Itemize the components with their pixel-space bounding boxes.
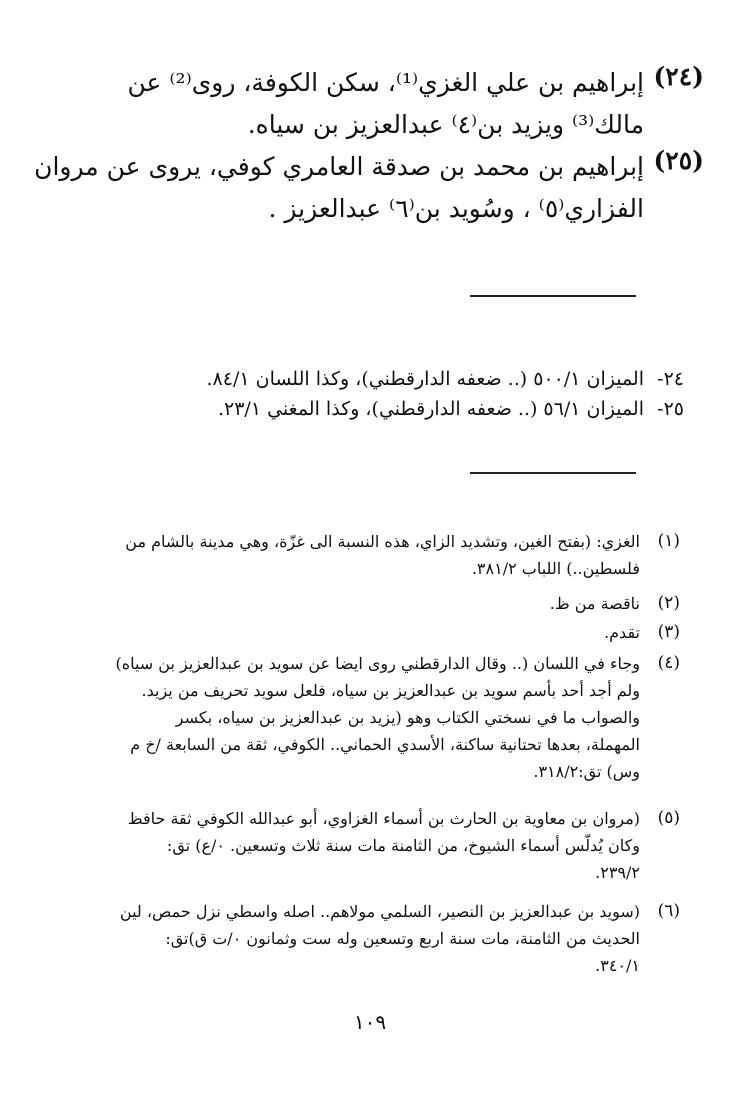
footnote-line: ٣٤٠/١. bbox=[595, 956, 640, 975]
reference-24 bbox=[100, 365, 684, 393]
entry-line: مالك⁽³⁾ ويزيد بن⁽٤⁾ عبدالعزيز بن سياه. bbox=[247, 110, 644, 139]
footnote-line: وجاء في اللسان (.. وقال الدارقطني روى ايضا عن سويد بن عبدالعزيز بن سياه) bbox=[115, 654, 640, 673]
separator-rule bbox=[470, 295, 636, 297]
reference-text: الميزان ٥٠٠/١ (.. ضعفه الدارقطني)، وكذا اللسان ٨٤/١. bbox=[206, 368, 644, 390]
footnote-6 bbox=[80, 898, 680, 979]
entry-line: الفزاري⁽٥⁾ ، وسُويد بن⁽٦⁾ عبدالعزيز . bbox=[268, 194, 644, 223]
reference-number: ٢٤- bbox=[657, 368, 684, 390]
page-number: ١٠٩ bbox=[353, 1010, 387, 1034]
footnote-line: المهملة، بعدها تحتانية ساكنة، الأسدي الحماني.. الكوفي، ثقة من السابعة /خ م bbox=[130, 735, 640, 754]
entry-line: إبراهيم بن علي الغزي⁽¹⁾، سكن الكوفة، روى⁽²⁾ عن bbox=[127, 68, 644, 97]
footnote-line: الغزي: (بفتح الغين، وتشديد الزاي، هذه النسبة الى غزّة، وهي مدينة بالشام من bbox=[125, 532, 640, 551]
footnote-number: (٢) bbox=[657, 593, 680, 613]
footnote-number: (٥) bbox=[657, 808, 680, 828]
footnote-number: (٦) bbox=[657, 901, 680, 921]
footnote-line: الحديث من الثامنة، مات سنة اربع وتسعين وله ست وثمانون ٠/ت ق)تق: bbox=[165, 929, 640, 948]
footnote-number: (١) bbox=[657, 531, 680, 551]
footnote-line: ٢٣٩/٢. bbox=[595, 863, 640, 882]
footnote-line: (مروان بن معاوية بن الحارث بن أسماء الغزاوي، أبو عبدالله الكوفي ثقة حافظ bbox=[127, 809, 640, 828]
reference-number: ٢٥- bbox=[657, 398, 684, 420]
footnote-line: (سويد بن عبدالعزيز بن النصير، السلمي مولاهم.. اصله واسطي نزل حمص، لين bbox=[119, 902, 640, 921]
footnote-line: تقدم. bbox=[604, 623, 640, 642]
footnote-1 bbox=[80, 528, 680, 582]
entry-24 bbox=[70, 62, 704, 146]
footnote-line: فلسطين..) اللباب ٣٨١/٢. bbox=[471, 559, 640, 578]
footnote-line: ولم أجد أحد بأسم سويد بن عبدالعزيز بن سياه، فلعل سويد تحريف من يزيد. bbox=[141, 681, 640, 700]
reference-text: الميزان ٥٦/١ (.. ضعفه الدارقطني)، وكذا المغني ٢٣/١. bbox=[217, 398, 644, 420]
footnote-line: ناقصة من ظ. bbox=[549, 594, 640, 613]
footnote-4 bbox=[80, 650, 680, 785]
entry-25 bbox=[34, 146, 704, 230]
entry-line: إبراهيم بن محمد بن صدقة العامري كوفي، يروى عن مروان bbox=[34, 152, 644, 181]
footnote-5 bbox=[80, 805, 680, 886]
entry-number: (٢٥) bbox=[653, 146, 704, 175]
footnote-number: (٣) bbox=[657, 622, 680, 642]
entry-number: (٢٤) bbox=[653, 62, 704, 91]
footnote-2 bbox=[80, 590, 680, 617]
footnote-line: والصواب ما في نسختي الكتاب وهو (يزيد بن عبدالعزيز بن سياه، بكسر bbox=[175, 708, 640, 727]
footnote-line: وكان يُدلّس أسماء الشيوخ، من الثامنة مات سنة ثلاث وتسعين. ٠/ع) تق: bbox=[166, 836, 640, 855]
footnote-number: (٤) bbox=[657, 653, 680, 673]
footnote-line: وس) تق:٣١٨/٢. bbox=[533, 762, 640, 781]
separator-rule bbox=[470, 472, 636, 474]
reference-25 bbox=[100, 395, 684, 423]
footnote-3 bbox=[80, 619, 680, 646]
